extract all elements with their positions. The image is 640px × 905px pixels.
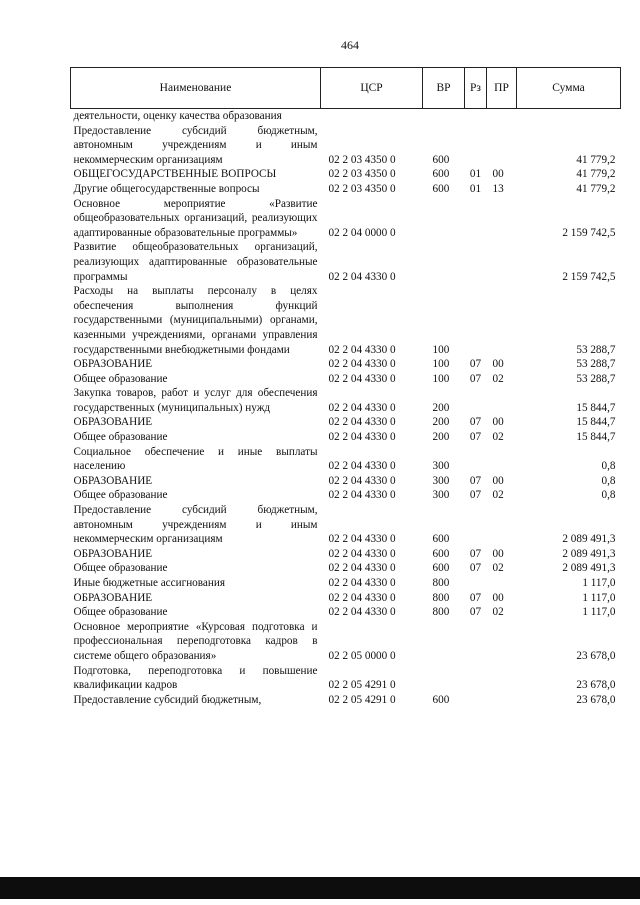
row-sum: 41 779,2 (576, 182, 616, 195)
table-row (71, 605, 621, 620)
table-row (71, 415, 621, 430)
row-pr: 02 (492, 431, 504, 444)
row-rz (465, 445, 487, 474)
row-sum: 15 844,7 (576, 401, 616, 414)
table-row (71, 547, 621, 562)
row-name: Общее образование (73, 562, 168, 575)
row-csr: 02 2 03 4350 0 (328, 168, 396, 181)
row-rz: 07 (469, 474, 482, 487)
row-csr: 02 2 04 4330 0 (328, 489, 396, 502)
row-csr: 02 2 04 4330 0 (328, 358, 396, 371)
row-sum: 41 779,2 (576, 168, 616, 181)
row-name: Предоставление субсидий бюджетным, автономным учреждениям и иным некоммерческим организациям (73, 124, 318, 166)
budget-table (70, 67, 621, 707)
row-vr (423, 620, 465, 664)
table-row (71, 109, 621, 124)
row-pr: 13 (492, 182, 504, 195)
table-row (71, 576, 621, 591)
table-body (71, 109, 621, 708)
header-name: Наименование (71, 68, 321, 109)
row-vr (423, 197, 465, 241)
row-pr: 00 (492, 547, 504, 560)
row-sum: 15 844,7 (576, 431, 616, 444)
table-row (71, 197, 621, 241)
table-row (71, 591, 621, 606)
row-sum: 1 117,0 (582, 577, 616, 589)
header-rz: Рз (465, 68, 487, 109)
row-vr: 800 (432, 606, 450, 619)
page-number: 464 (341, 38, 359, 52)
row-csr: 02 2 05 0000 0 (328, 649, 396, 662)
row-name: Предоставление субсидий бюджетным, (73, 693, 262, 706)
row-vr: 300 (432, 489, 450, 502)
row-rz (465, 664, 487, 693)
row-name: Основное мероприятие «Курсовая подготовка и профессиональная переподготовка кадров в системе общего образования» (73, 620, 318, 662)
row-csr: 02 2 04 4330 0 (328, 431, 396, 444)
row-pr (487, 576, 517, 591)
row-csr: 02 2 04 4330 0 (328, 416, 396, 429)
row-rz (465, 284, 487, 357)
row-rz: 07 (469, 358, 482, 371)
row-rz: 07 (469, 431, 482, 444)
row-csr: 02 2 04 4330 0 (328, 343, 396, 356)
table-row (71, 357, 621, 372)
row-rz: 07 (469, 547, 482, 560)
table-row (71, 693, 621, 708)
row-csr: 02 2 04 4330 0 (328, 401, 396, 414)
table-row (71, 240, 621, 284)
row-vr: 600 (432, 533, 450, 546)
row-vr (423, 664, 465, 693)
row-sum: 41 779,2 (576, 153, 616, 166)
row-rz (465, 124, 487, 168)
row-rz (465, 620, 487, 664)
row-vr: 200 (432, 431, 450, 444)
row-pr (487, 197, 517, 241)
row-vr: 600 (432, 562, 450, 575)
row-pr: 02 (492, 372, 504, 385)
row-rz: 07 (469, 591, 482, 604)
row-csr: 02 2 04 4330 0 (328, 591, 396, 604)
table-header-row (71, 68, 621, 109)
row-pr (487, 620, 517, 664)
row-rz: 01 (469, 168, 482, 181)
row-csr: 02 2 04 4330 0 (328, 606, 396, 619)
row-sum: 0,8 (601, 489, 616, 502)
row-csr: 02 2 05 4291 0 (328, 693, 396, 706)
row-vr: 600 (432, 182, 450, 195)
row-pr (487, 693, 517, 708)
row-rz: 01 (469, 182, 482, 195)
row-name: Общее образование (73, 372, 168, 385)
row-vr: 300 (432, 474, 450, 487)
row-sum: 1 117,0 (582, 606, 616, 619)
header-vr: ВР (423, 68, 465, 109)
row-pr (487, 124, 517, 168)
row-csr: 02 2 03 4350 0 (328, 182, 396, 195)
row-csr (321, 109, 423, 124)
row-vr: 100 (432, 358, 450, 371)
row-pr (487, 503, 517, 547)
row-pr (487, 386, 517, 415)
table-row (71, 167, 621, 182)
row-sum: 2 159 742,5 (562, 226, 616, 239)
row-csr: 02 2 04 4330 0 (328, 577, 396, 589)
row-sum: 1 117,0 (582, 591, 616, 604)
row-name: Основное мероприятие «Развитие общеобразовательных организаций, реализующих адаптированные образовательные программы» (73, 197, 318, 239)
row-name: Общее образование (73, 606, 168, 619)
row-csr: 02 2 04 4330 0 (328, 547, 396, 560)
row-name: Расходы на выплаты персоналу в целях обеспечения выполнения функций государственными (муниципальными) органами, казенными учреждениями, органами управления государственными внебюджетными фондами (73, 285, 318, 356)
row-pr: 02 (492, 562, 504, 575)
row-sum: 23 678,0 (576, 693, 616, 706)
row-vr: 600 (432, 547, 450, 560)
row-sum: 53 288,7 (576, 343, 616, 356)
table-row (71, 284, 621, 357)
row-rz (465, 197, 487, 241)
row-rz (465, 693, 487, 708)
row-vr: 600 (432, 153, 450, 166)
row-name: ОБРАЗОВАНИЕ (73, 358, 153, 371)
row-csr: 02 2 05 4291 0 (328, 679, 396, 692)
row-csr: 02 2 04 4330 0 (328, 474, 396, 487)
row-name: ОБРАЗОВАНИЕ (73, 591, 153, 604)
row-pr: 02 (492, 606, 504, 619)
row-pr: 00 (492, 358, 504, 371)
row-pr: 00 (492, 416, 504, 429)
row-name: Социальное обеспечение и иные выплаты населению (73, 445, 318, 473)
row-vr: 800 (432, 577, 450, 589)
row-pr: 00 (492, 591, 504, 604)
row-name: ОБРАЗОВАНИЕ (73, 547, 153, 560)
row-sum: 23 678,0 (576, 679, 616, 692)
row-name: ОБРАЗОВАНИЕ (73, 474, 153, 487)
row-sum: 2 089 491,3 (562, 533, 616, 546)
row-sum: 0,8 (601, 474, 616, 487)
row-name: Закупка товаров, работ и услуг для обеспечения государственных (муниципальных) нужд (73, 387, 318, 414)
row-sum: 15 844,7 (576, 416, 616, 429)
table-row (71, 386, 621, 415)
row-pr (487, 445, 517, 474)
row-pr (487, 284, 517, 357)
row-sum: 2 089 491,3 (562, 562, 616, 575)
row-rz (465, 386, 487, 415)
table-row (71, 488, 621, 503)
row-csr: 02 2 04 4330 0 (328, 533, 396, 546)
row-sum (517, 109, 621, 124)
table-row (71, 474, 621, 489)
table-row (71, 124, 621, 168)
row-name: ОБРАЗОВАНИЕ (73, 416, 153, 429)
table-row (71, 561, 621, 576)
table-row (71, 182, 621, 197)
row-sum: 2 089 491,3 (562, 547, 616, 560)
header-pr: ПР (487, 68, 517, 109)
table-row (71, 445, 621, 474)
row-vr: 600 (432, 168, 450, 181)
row-name: Другие общегосударственные вопросы (73, 182, 260, 195)
row-rz (465, 576, 487, 591)
row-rz (465, 109, 487, 124)
row-csr: 02 2 03 4350 0 (328, 153, 396, 166)
row-pr (487, 109, 517, 124)
row-pr: 02 (492, 489, 504, 502)
row-csr: 02 2 04 4330 0 (328, 562, 396, 575)
row-rz (465, 503, 487, 547)
row-rz: 07 (469, 416, 482, 429)
row-vr: 200 (432, 401, 450, 414)
row-rz: 07 (469, 606, 482, 619)
row-rz (465, 240, 487, 284)
row-rz: 07 (469, 489, 482, 502)
row-name: Предоставление субсидий бюджетным, автономным учреждениям и иным некоммерческим организациям (73, 504, 318, 546)
row-name: Развитие общеобразовательных организаций, реализующих адаптированные образовательные программы (73, 241, 318, 283)
row-sum: 53 288,7 (576, 372, 616, 385)
row-sum: 23 678,0 (576, 649, 616, 662)
header-csr: ЦСР (321, 68, 423, 109)
row-name: Общее образование (73, 489, 168, 502)
table-row (71, 620, 621, 664)
row-vr: 600 (432, 693, 450, 706)
row-sum: 0,8 (601, 460, 616, 473)
row-pr: 00 (492, 474, 504, 487)
table-row (71, 503, 621, 547)
row-csr: 02 2 04 4330 0 (328, 270, 396, 283)
table-row (71, 430, 621, 445)
row-pr (487, 240, 517, 284)
row-sum: 2 159 742,5 (562, 270, 616, 283)
row-pr (487, 664, 517, 693)
row-name: Общее образование (73, 431, 168, 444)
row-vr: 300 (432, 460, 450, 473)
scan-border-bar (0, 877, 640, 899)
row-rz: 07 (469, 562, 482, 575)
table-row (71, 372, 621, 387)
header-sum: Сумма (517, 68, 621, 109)
row-vr: 200 (432, 416, 450, 429)
row-vr (423, 240, 465, 284)
row-csr: 02 2 04 4330 0 (328, 460, 396, 473)
row-pr: 00 (492, 168, 504, 181)
row-name: Подготовка, переподготовка и повышение квалификации кадров (73, 664, 318, 692)
row-csr: 02 2 04 0000 0 (328, 226, 396, 239)
row-name: ОБЩЕГОСУДАРСТВЕННЫЕ ВОПРОСЫ (73, 168, 277, 181)
row-name: Иные бюджетные ассигнования (73, 577, 225, 589)
row-rz: 07 (469, 372, 482, 385)
table-row (71, 664, 621, 693)
row-vr (423, 109, 465, 124)
row-vr: 100 (432, 343, 450, 356)
row-name: деятельности, оценку качества образования (73, 110, 282, 122)
row-sum: 53 288,7 (576, 358, 616, 371)
row-csr: 02 2 04 4330 0 (328, 372, 396, 385)
row-vr: 100 (432, 372, 450, 385)
row-vr: 800 (432, 591, 450, 604)
